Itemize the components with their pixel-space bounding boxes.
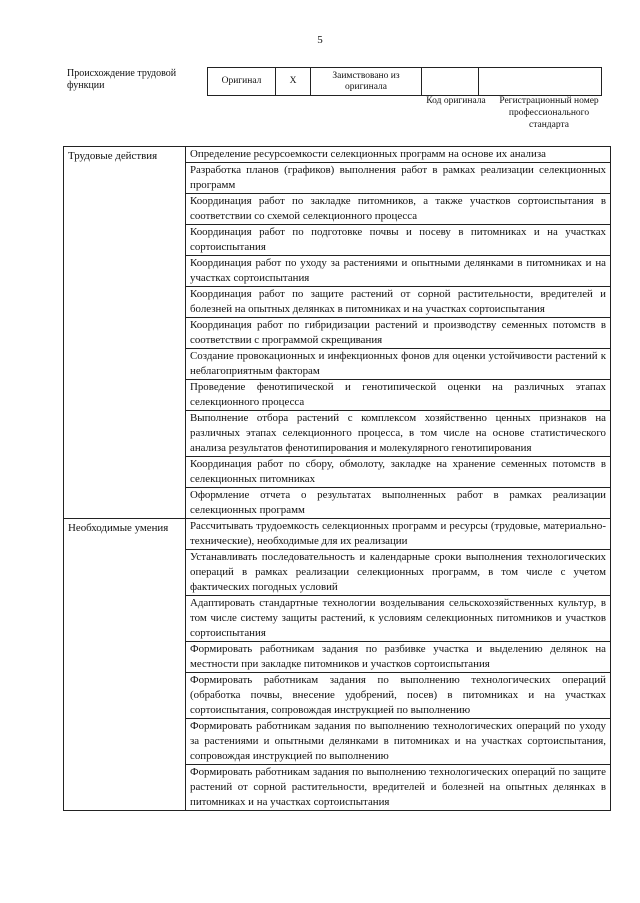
list-item: Разработка планов (графиков) выполнения работ в рамках реализации селекционных программ: [186, 163, 611, 194]
code-cell: [422, 68, 479, 96]
list-item: Формировать работникам задания по выполнению технологических операций по уходу за растениями и опытными делянками в питомниках и на участках сортоиспытания, сопровождая инструкцией по выполнению: [186, 719, 611, 765]
list-item: Формировать работникам задания по выполнению технологических операций по защите растений от сорной растительности, вредителей и болезней на опытных делянках в питомниках и на участках сортоиспытания: [186, 765, 611, 811]
list-item: Создание провокационных и инфекционных фонов для оценки устойчивости растений к неблагоприятным факторам: [186, 349, 611, 380]
original-cell: Оригинал: [208, 68, 276, 96]
section-title: Необходимые умения: [68, 522, 169, 534]
table-row: [64, 519, 611, 550]
list-item: Координация работ по закладке питомников, а также участков сортоиспытания в соответствии со схемой селекционного процесса: [186, 194, 611, 225]
list-item: Формировать работникам задания по выполнению технологических операций (обработка почвы, внесение удобрений, посев) в питомниках и на участках сортоиспытания, сопровождая инструкцией по выполнению: [186, 673, 611, 719]
list-item: Адаптировать стандартные технологии возделывания сельскохозяйственных культур, в том числе систему защиты растений, к условиям селекционных питомников и участков сортоиспытания: [186, 596, 611, 642]
page-number: 5: [317, 34, 323, 46]
list-item: Координация работ по уходу за растениями и опытными делянками в питомниках и на участках сортоиспытания: [186, 256, 611, 287]
list-item: Формировать работникам задания по разбивке участка и выделению делянок на местности при закладке питомников и участков сортоиспытания: [186, 642, 611, 673]
list-item: Оформление отчета о результатах выполненных работ в рамках реализации селекционных программ: [186, 488, 611, 519]
reg-number-caption: Регистрационный номер профессионального стандарта: [499, 96, 599, 130]
section-cell: [64, 147, 186, 519]
list-item: Проведение фенотипической и генотипической оценки на различных этапах селекционного процесса: [186, 380, 611, 411]
list-item: Координация работ по подготовке почвы и посеву в питомниках и на участках сортоиспытания: [186, 225, 611, 256]
list-item: Устанавливать последовательность и календарные сроки выполнения технологических операций в рамках реализации селекционных программ, в том числе с учетом фактических погодных условий: [186, 550, 611, 596]
list-item: Определение ресурсоемкости селекционных программ на основе их анализа: [186, 147, 611, 163]
list-item: Координация работ по защите растений от сорной растительности, вредителей и болезней на опытных делянках в питомниках и на участках сортоиспытания: [186, 287, 611, 318]
list-item: Координация работ по сбору, обмолоту, закладке на хранение семенных потомств в селекционных питомниках: [186, 457, 611, 488]
borrowed-cell: Заимствовано из оригинала: [311, 68, 422, 96]
list-item: Выполнение отбора растений с комплексом хозяйственно ценных признаков на различных этапах селекционного процесса, в том числе на основе статистического анализа результатов фенотипирования и молекулярного генотипирования: [186, 411, 611, 457]
section-title: Трудовые действия: [68, 150, 158, 162]
section-cell: [64, 519, 186, 811]
list-item: Рассчитывать трудоемкость селекционных программ и ресурсы (трудовые, материально-технические), необходимые для их реализации: [186, 519, 611, 550]
origin-table: [207, 67, 602, 96]
functions-table: [63, 146, 611, 811]
origin-label: Происхождение трудовой функции: [67, 68, 177, 91]
table-row: [64, 147, 611, 163]
list-item: Координация работ по гибридизации растений и производству семенных потомств в соответствии с программой скрещивания: [186, 318, 611, 349]
regnum-cell: [479, 68, 602, 96]
original-mark: X: [276, 68, 311, 96]
code-caption: Код оригинала: [426, 96, 486, 106]
